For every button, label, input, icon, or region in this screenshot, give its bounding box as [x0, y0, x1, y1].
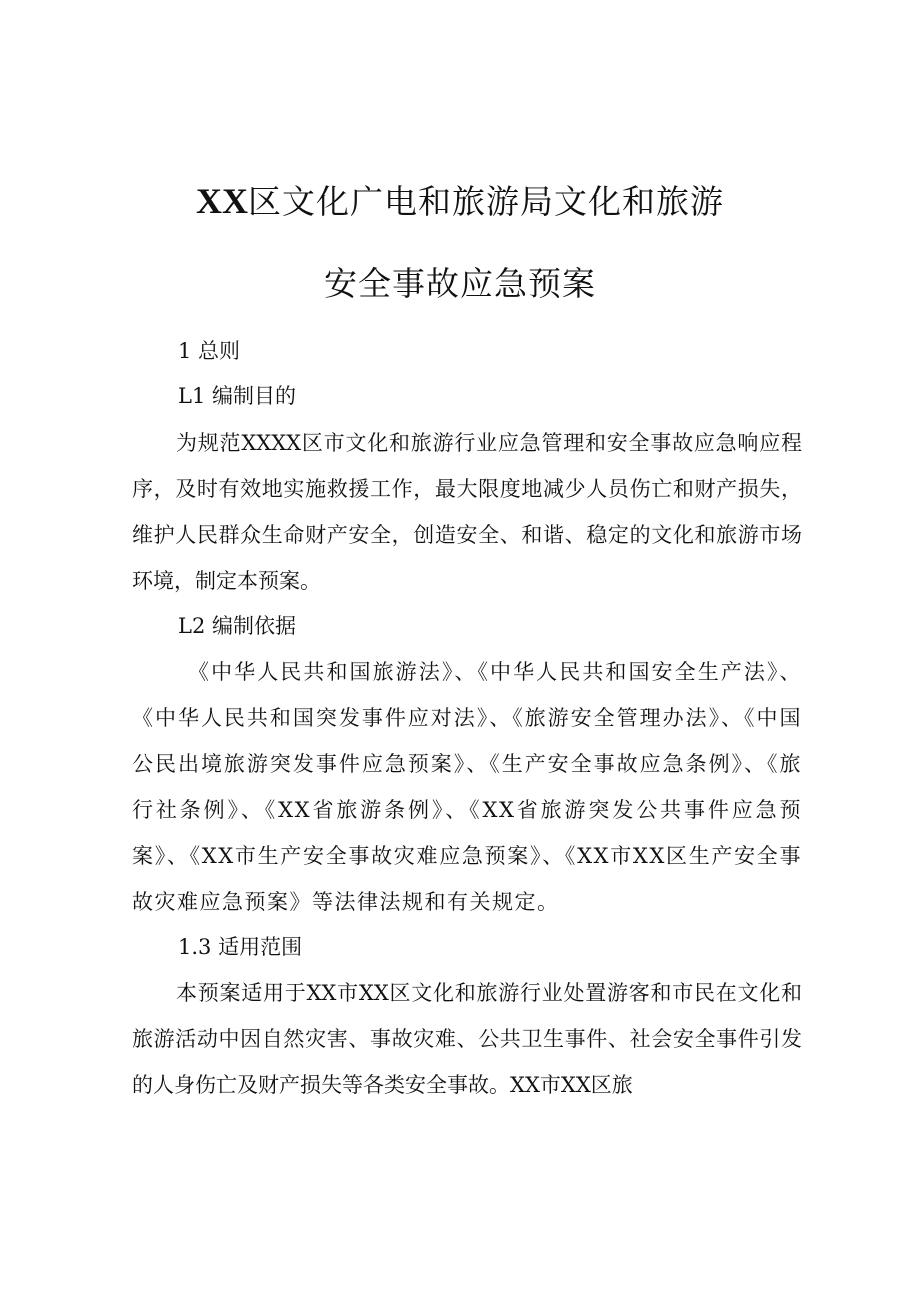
section-heading-general: 1 总则	[178, 339, 241, 363]
paragraph-scope: 本预案适用于XX市XX区文化和旅游行业处置游客和市民在文化和旅游活动中因自然灾害、事故灾难、公共卫生事件、社会安全事件引发的人身伤亡及财产损失等各类安全事故。XX市XX区旅	[132, 981, 802, 1097]
title-prefix: XX	[196, 181, 248, 221]
paragraph-purpose: 为规范XXXX区市文化和旅游行业应急管理和安全事故应急响应程序，及时有效地实施救援工作，最大限度地减少人员伤亡和财产损失，维护人民群众生命财产安全，创造安全、和谐、稳定的文化和旅游市场环境，制定本预案。	[132, 431, 802, 593]
paragraph-basis: 《中华人民共和国旅游法》、《中华人民共和国安全生产法》、《中华人民共和国突发事件应对法》、《旅游安全管理办法》、《中国公民出境旅游突发事件应急预案》、《生产安全事故应急条例》、《旅行社条例》、《XX省旅游条例》、《XX省旅游突发公共事件应急预案》、《XX市生产安全事故灾难应急预案》、《XX市XX区生产安全事故灾难应急预案》等法律法规和有关规定。	[132, 660, 802, 914]
section-heading-basis: L2 编制依据	[178, 614, 296, 638]
section-heading-purpose: L1 编制目的	[178, 384, 296, 408]
title-line-1-text: 区文化广电和旅游局文化和旅游	[248, 182, 724, 221]
section-heading-scope: 1.3 适用范围	[178, 935, 303, 959]
document-title-line-2: 安全事故应急预案	[324, 264, 596, 303]
document-title-line-1	[0, 176, 920, 223]
